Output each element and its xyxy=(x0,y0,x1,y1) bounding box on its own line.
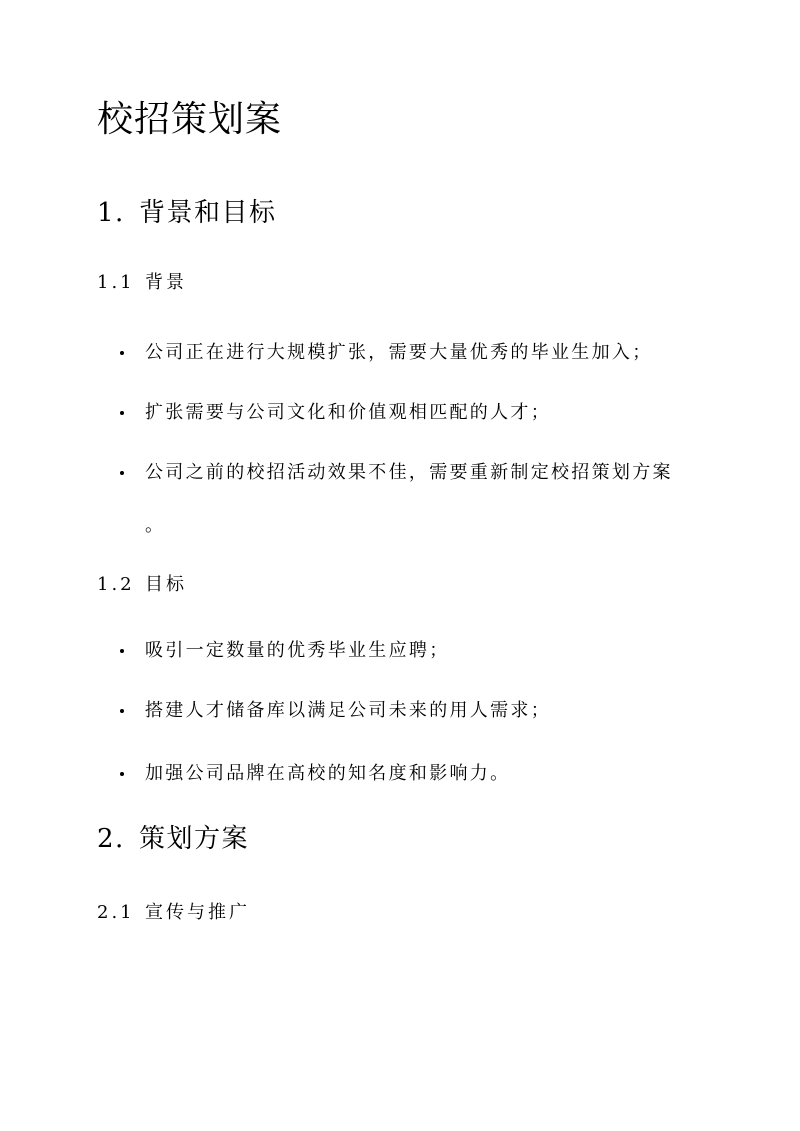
subsection-1-2-heading xyxy=(97,572,187,598)
list-item-text: 吸引一定数量的优秀毕业生应聘； xyxy=(145,640,450,661)
subsection-1-1-number: 1.1 xyxy=(97,272,135,293)
bullet-icon xyxy=(120,411,124,415)
section-2-title: 策划方案 xyxy=(139,824,250,854)
subsection-2-1-number: 2.1 xyxy=(97,902,135,923)
section-2-heading xyxy=(97,821,249,857)
bullet-icon xyxy=(120,351,124,355)
list-item-text: 加强公司品牌在高校的知名度和影响力。 xyxy=(145,763,511,784)
subsection-2-1-heading xyxy=(97,900,250,926)
bullet-icon xyxy=(120,772,124,776)
list-item xyxy=(0,637,800,667)
list-item-continuation: 。 xyxy=(145,515,163,536)
list-item-text: 公司正在进行大规模扩张，需要大量优秀的毕业生加入； xyxy=(145,342,653,363)
section-1-heading xyxy=(97,195,277,231)
section-1-title: 背景和目标 xyxy=(139,198,277,228)
bullet-icon xyxy=(120,471,124,475)
list-item-text: 搭建人才储备库以满足公司未来的用人需求； xyxy=(145,700,551,721)
subsection-1-1-title: 背景 xyxy=(145,272,187,293)
section-1-number: 1. xyxy=(97,198,125,228)
subsection-1-1-heading xyxy=(97,270,187,296)
subsection-1-2-title: 目标 xyxy=(145,574,187,595)
bullet-icon xyxy=(120,709,124,713)
list-item xyxy=(0,760,800,790)
list-item xyxy=(0,399,800,429)
list-item xyxy=(0,697,800,727)
document-title: 校招策划案 xyxy=(97,99,283,140)
list-item-text: 公司之前的校招活动效果不佳，需要重新制定校招策划方案 xyxy=(145,462,673,483)
subsection-2-1-title: 宣传与推广 xyxy=(145,902,250,923)
list-item-text: 扩张需要与公司文化和价值观相匹配的人才； xyxy=(145,402,551,423)
list-item xyxy=(0,459,800,489)
bullet-icon xyxy=(120,649,124,653)
subsection-1-2-number: 1.2 xyxy=(97,574,135,595)
section-2-number: 2. xyxy=(97,824,125,854)
list-item xyxy=(0,339,800,369)
